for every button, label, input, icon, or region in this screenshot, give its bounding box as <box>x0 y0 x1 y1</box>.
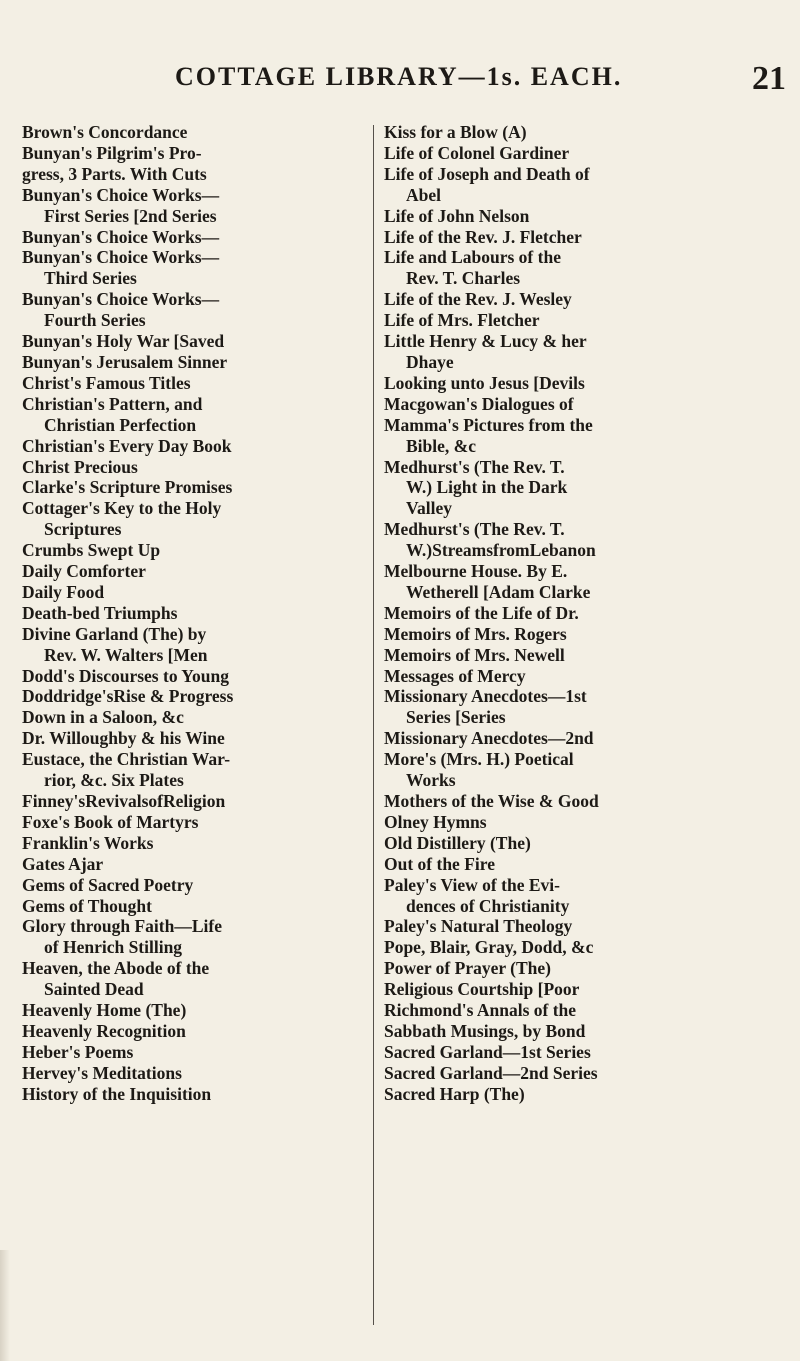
catalog-entry: Crumbs Swept Up <box>22 540 161 561</box>
catalog-entry: Sainted Dead <box>44 979 144 1000</box>
catalog-entry: Life of Mrs. Fletcher <box>384 310 540 331</box>
catalog-entry: W.)StreamsfromLebanon <box>406 540 596 561</box>
catalog-entry: Heber's Poems <box>22 1041 134 1062</box>
catalog-entry: Richmond's Annals of the <box>384 1000 577 1021</box>
catalog-entry: Christ's Famous Titles <box>22 372 191 393</box>
catalog-entry: Dr. Willoughby & his Wine <box>22 728 225 749</box>
catalog-entry: Memoirs of Mrs. Newell <box>384 644 565 665</box>
catalog-entry: Looking unto Jesus [Devils <box>384 372 585 393</box>
catalog-entry: Death-bed Triumphs <box>22 602 178 623</box>
catalog-entry: Christian Perfection <box>44 414 197 435</box>
catalog-entry: Little Henry & Lucy & her <box>384 331 587 352</box>
catalog-entry: Macgowan's Dialogues of <box>384 393 574 414</box>
catalog-entry: Gems of Sacred Poetry <box>22 874 194 895</box>
catalog-entry: Melbourne House. By E. <box>384 561 568 582</box>
running-title: COTTAGE LIBRARY—1s. EACH. <box>175 62 623 91</box>
catalog-entry: Third Series <box>44 268 137 289</box>
catalog-entry: Eustace, the Christian War- <box>22 749 231 770</box>
catalog-entry: Brown's Concordance <box>22 122 188 142</box>
catalog-entry: Foxe's Book of Martyrs <box>22 811 199 832</box>
catalog-entry: Life of John Nelson <box>384 205 530 226</box>
page-number: 21 <box>752 60 786 97</box>
catalog-entry: First Series [2nd Series <box>44 205 217 226</box>
catalog-entry: Missionary Anecdotes—1st <box>384 686 587 707</box>
catalog-entry: Divine Garland (The) by <box>22 623 207 644</box>
catalog-entry: Life of the Rev. J. Fletcher <box>384 226 582 247</box>
catalog-entry: Sacred Garland—1st Series <box>384 1041 591 1062</box>
catalog-entry: Clarke's Scripture Promises <box>22 477 233 498</box>
catalog-entry: Heavenly Home (The) <box>22 1000 187 1021</box>
catalog-entry: rior, &c. Six Plates <box>44 770 184 791</box>
catalog-entry: Life of Colonel Gardiner <box>384 142 570 163</box>
catalog-entry: Olney Hymns <box>384 811 487 832</box>
catalog-entry: Medhurst's (The Rev. T. <box>384 456 565 477</box>
catalog-entry: Life and Labours of the <box>384 247 561 268</box>
page-edge-shadow <box>0 1250 10 1361</box>
catalog-entry: Rev. T. Charles <box>406 268 521 289</box>
catalog-entry: Cottager's Key to the Holy <box>22 498 222 519</box>
catalog-entry: History of the Inquisition <box>22 1083 212 1104</box>
left-column <box>22 122 380 1105</box>
catalog-entry: Bible, &c <box>406 435 476 456</box>
catalog-entry: Pope, Blair, Gray, Dodd, &c <box>384 937 594 958</box>
catalog-entry: Heaven, the Abode of the <box>22 958 210 979</box>
catalog-entry: Old Distillery (The) <box>384 832 531 853</box>
catalog-entry: Glory through Faith—Life <box>22 916 222 937</box>
catalog-entry: Valley <box>406 498 453 519</box>
catalog-entry: Sacred Harp (The) <box>384 1083 525 1104</box>
catalog-entry: More's (Mrs. H.) Poetical <box>384 749 574 770</box>
catalog-entry: Bunyan's Choice Works— <box>22 289 220 310</box>
catalog-entry: Down in a Saloon, &c <box>22 707 184 728</box>
catalog-entry: Abel <box>406 184 441 205</box>
catalog-entry: Mamma's Pictures from the <box>384 414 593 435</box>
catalog-entry: Dodd's Discourses to Young <box>22 665 229 686</box>
catalog-entry: Doddridge'sRise & Progress <box>22 686 234 707</box>
catalog-entry: Memoirs of Mrs. Rogers <box>384 623 567 644</box>
catalog-entry: Bunyan's Jerusalem Sinner <box>22 351 228 372</box>
catalog-entry: Bunyan's Pilgrim's Pro- <box>22 142 202 163</box>
catalog-entry: Bunyan's Holy War [Saved <box>22 331 225 352</box>
catalog-entry: Bunyan's Choice Works— <box>22 226 220 247</box>
catalog-entry: Scriptures <box>44 519 122 540</box>
catalog-entry: Sabbath Musings, by Bond <box>384 1020 586 1041</box>
catalog-entry: Out of the Fire <box>384 853 495 874</box>
catalog-entry: Medhurst's (The Rev. T. <box>384 519 565 540</box>
catalog-entry: Rev. W. Walters [Men <box>44 644 208 665</box>
catalog-entry: Memoirs of the Life of Dr. <box>384 602 579 623</box>
catalog-entry: Bunyan's Choice Works— <box>22 247 220 268</box>
catalog-entry: Religious Courtship [Poor <box>384 979 580 1000</box>
catalog-entry: Dhaye <box>406 351 454 372</box>
catalog-entry: Paley's View of the Evi- <box>384 874 560 895</box>
catalog-entry: Paley's Natural Theology <box>384 916 573 937</box>
catalog-entry: Works <box>406 770 456 791</box>
catalog-entry: Daily Comforter <box>22 561 146 582</box>
catalog-entry: Fourth Series <box>44 310 146 331</box>
page-header <box>0 60 800 110</box>
catalog-entry: Heavenly Recognition <box>22 1020 186 1041</box>
catalog-entry: Power of Prayer (The) <box>384 958 552 979</box>
catalog-entry: Messages of Mercy <box>384 665 526 686</box>
catalog-entry: Finney'sRevivalsofReligion <box>22 791 226 811</box>
catalog-entry: gress, 3 Parts. With Cuts <box>22 163 207 184</box>
catalog-entry: Franklin's Works <box>22 832 154 853</box>
catalog-entry: W.) Light in the Dark <box>406 477 568 498</box>
catalog-entry: Daily Food <box>22 581 105 602</box>
catalog-entry: Gates Ajar <box>22 853 104 874</box>
catalog-entry: Sacred Garland—2nd Series <box>384 1062 598 1083</box>
right-column <box>384 122 784 1105</box>
catalog-entry: of Henrich Stilling <box>44 937 183 958</box>
catalog-entry: Life of the Rev. J. Wesley <box>384 289 572 310</box>
catalog-entry: Mothers of the Wise & Good <box>384 791 599 811</box>
catalog-entry: Wetherell [Adam Clarke <box>406 581 591 602</box>
catalog-entry: Missionary Anecdotes—2nd <box>384 728 594 749</box>
catalog-entry: Bunyan's Choice Works— <box>22 184 220 205</box>
catalog-entry: Series [Series <box>406 707 506 728</box>
catalog-entry: Christ Precious <box>22 456 138 477</box>
catalog-entry: Kiss for a Blow (A) <box>384 122 527 142</box>
catalog-entry: Christian's Pattern, and <box>22 393 203 414</box>
catalog-entry: Life of Joseph and Death of <box>384 163 590 184</box>
catalog-entry: Christian's Every Day Book <box>22 435 232 456</box>
catalog-entry: dences of Christianity <box>406 895 570 916</box>
column-divider <box>373 125 374 1325</box>
catalog-entry: Gems of Thought <box>22 895 152 916</box>
catalog-entry: Hervey's Meditations <box>22 1062 182 1083</box>
